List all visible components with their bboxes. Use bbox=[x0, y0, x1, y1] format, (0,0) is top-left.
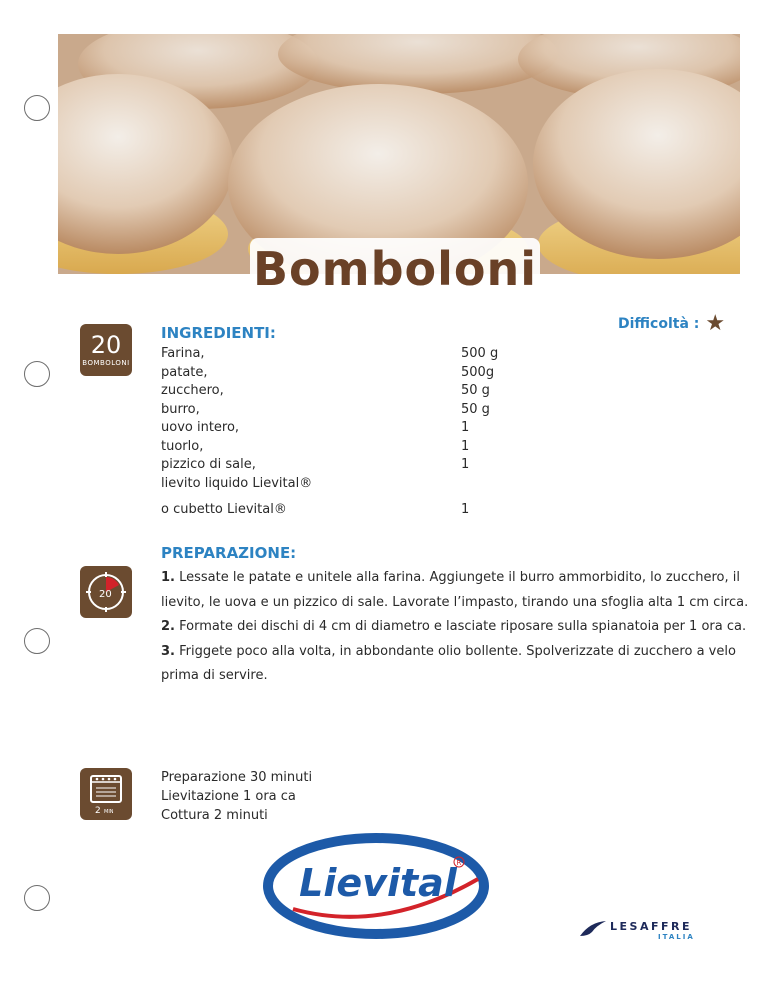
star-icon: ★ bbox=[705, 311, 726, 336]
ingredient-row bbox=[161, 345, 521, 364]
ingredient-qty: 1 bbox=[461, 438, 470, 454]
ingredient-row bbox=[161, 401, 521, 420]
ingredient-qty bbox=[461, 475, 521, 494]
ingredient-qty: 1 bbox=[461, 420, 470, 435]
step-text: Friggete poco alla volta, in abbondante olio bollente. Spolverizzate di zucchero a velo prima di servire. bbox=[161, 643, 736, 683]
step-text: Formate dei dischi di 4 cm di diametro e lasciate riposare sulla spianatoia per 1 ora ca. bbox=[179, 619, 747, 634]
timer-icon bbox=[80, 566, 132, 618]
ingredient-row bbox=[161, 364, 521, 383]
time-rise: Lievitazione 1 ora ca bbox=[161, 789, 296, 804]
binder-hole bbox=[24, 885, 50, 911]
time-cook: Cottura 2 minuti bbox=[161, 808, 268, 823]
ingredient-qty: 1 bbox=[461, 502, 470, 517]
ingredient-name: o cubetto Lievital® bbox=[161, 502, 287, 517]
ingredient-qty: 500 g bbox=[461, 346, 499, 361]
ingredient-name: zucchero, bbox=[161, 383, 224, 398]
lievital-logo bbox=[263, 824, 497, 944]
oven-time: 2 bbox=[95, 806, 101, 816]
timer-label: 20 bbox=[99, 589, 112, 600]
binder-hole bbox=[24, 361, 50, 387]
binder-hole bbox=[24, 628, 50, 654]
ingredient-name: Farina, bbox=[161, 346, 205, 361]
step bbox=[161, 640, 751, 689]
ingredient-name: pizzico di sale, bbox=[161, 457, 256, 472]
ingredient-row bbox=[161, 438, 521, 457]
ingredient-qty: 50 g bbox=[461, 383, 490, 398]
oven-unit: MIN bbox=[104, 809, 114, 815]
ingredient-row bbox=[161, 475, 521, 494]
preparation-section bbox=[161, 544, 751, 689]
ingredient-row bbox=[161, 456, 521, 475]
preparation-steps bbox=[161, 566, 751, 689]
ingredient-qty: 500g bbox=[461, 364, 495, 380]
ingredient-name: patate, bbox=[161, 364, 208, 380]
difficulty bbox=[618, 311, 726, 336]
ingredient-qty: 50 g bbox=[461, 401, 490, 417]
time-prep: Preparazione 30 minuti bbox=[161, 770, 313, 785]
ingredient-qty: 1 bbox=[461, 457, 470, 472]
oven-icon bbox=[80, 768, 132, 820]
ingredient-row bbox=[161, 419, 521, 438]
step-text: Lessate le patate e unitele alla farina. Aggiungete il burro ammorbidito, lo zucchero, il lievito, le uova e un pizzico di sale. Lavorate l’impasto, tirando una sfoglia alta 1 cm circa. bbox=[161, 570, 749, 610]
lesaffre-wordmark: LESAFFRE bbox=[610, 920, 692, 933]
ingredients-heading: INGREDIENTI: bbox=[161, 324, 276, 342]
binder-hole bbox=[24, 95, 50, 121]
ingredient-name: lievito liquido Lievital® bbox=[161, 475, 313, 491]
times-list bbox=[161, 768, 312, 825]
servings-badge-icon bbox=[80, 324, 132, 376]
step bbox=[161, 566, 751, 615]
ingredient-name: burro, bbox=[161, 401, 200, 417]
lesaffre-logo bbox=[578, 918, 702, 944]
ingredient-name: tuorlo, bbox=[161, 438, 204, 454]
ingredient-row bbox=[161, 382, 521, 401]
lievital-wordmark: Lievital bbox=[299, 861, 457, 905]
lesaffre-bird-icon bbox=[578, 918, 608, 940]
preparation-heading: PREPARAZIONE: bbox=[161, 544, 297, 562]
step-number: 1. bbox=[161, 570, 175, 585]
step bbox=[161, 615, 751, 640]
recipe-title: Bomboloni bbox=[250, 238, 540, 300]
step-number: 2. bbox=[161, 619, 175, 634]
servings-number: 20 bbox=[90, 331, 122, 359]
ingredient-row bbox=[161, 501, 521, 520]
difficulty-label: Difficoltà : bbox=[618, 316, 700, 332]
servings-label: BOMBOLONI bbox=[82, 359, 130, 367]
ingredient-list bbox=[161, 345, 521, 520]
lesaffre-sub: ITALIA bbox=[658, 933, 695, 941]
ingredient-name: uovo intero, bbox=[161, 420, 240, 435]
step-number: 3. bbox=[161, 643, 175, 659]
svg-text:R: R bbox=[456, 859, 462, 867]
